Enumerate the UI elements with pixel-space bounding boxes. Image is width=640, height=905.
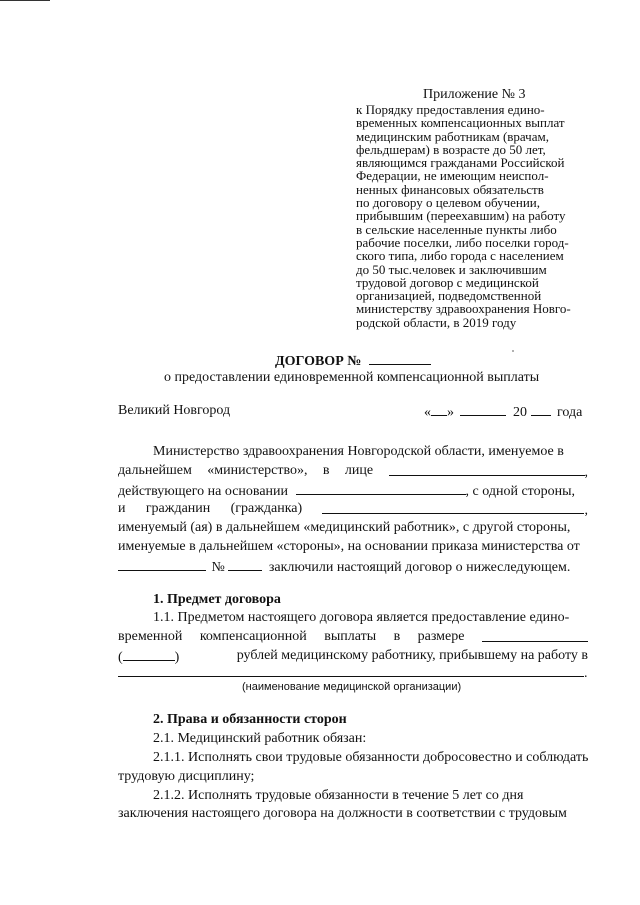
city: Великий Новгород [118,403,231,418]
section-2-heading: 2. Права и обязанности сторон [153,712,347,727]
parties-line-7: № заключили настоящий договор о нижеследующем. [118,558,570,576]
parties-line-3: действующего на основании , с одной стороны, [118,484,575,499]
appendix-line: организацией, подведомственной [356,288,542,304]
amount-field[interactable] [482,629,588,642]
year-field[interactable] [531,403,551,416]
scan-speck [512,350,514,352]
appendix-line: фельдшерам) в возрасте до 50 лет, [356,141,546,157]
section-2-para-2: 2.1.1. Исполнять свои трудовые обязанности добросовестно и соблюдать [153,750,589,765]
appendix-title: Приложение № 3 [423,87,526,102]
appendix-line: ского типа, либо города с населением [356,248,564,264]
day-field[interactable] [431,403,447,416]
representative-field[interactable] [389,463,585,476]
appendix-line: до 50 тыс.человек и заключившим [356,261,547,277]
appendix-line: родской области, в 2019 году [356,314,517,330]
organization-field[interactable] [118,664,584,677]
parties-line-2: дальнейшем «министерство», в лице , [118,463,588,480]
appendix-text [356,103,606,329]
section-2-para-5: заключения настоящего договора на должности в соответствии с трудовым [118,806,567,821]
appendix-line: прибывшим (переехавшим) на работу [356,208,566,224]
parties-line-6: именуемые в дальнейшем «стороны», на основании приказа министерства от [118,539,580,554]
parties-line-1: Министерство здравоохранения Новгородской области, именуемое в [153,444,564,459]
citizen-field[interactable] [322,501,584,514]
appendix-line: по договору о целевом обучении, [356,195,541,211]
contract-date: « » 20 года [424,405,583,420]
section-2-para-4: 2.1.2. Исполнять трудовые обязанности в течение 5 лет со дня [153,788,524,803]
appendix-line: министерству здравоохранения Новго- [356,301,571,317]
top-rule [0,0,50,1]
section-1-line-4: . [118,664,588,682]
appendix-line: являющимся гражданами Российской [356,155,565,171]
appendix-line: ненных финансовых обязательств [356,181,544,197]
month-field[interactable] [460,403,506,416]
amount-in-words-field[interactable] [123,648,175,661]
appendix-line: рабочие поселки, либо поселки город- [356,234,569,250]
section-1-heading: 1. Предмет договора [153,592,281,607]
contract-title: ДОГОВОР № [275,352,431,370]
section-1-line-2: временной компенсационной выплаты в размере [118,629,588,645]
appendix-line: трудовой договор с медицинской [356,274,539,290]
parties-line-4: и гражданин (гражданка) , [118,501,588,518]
section-1-line-1: 1.1. Предметом настоящего договора является предоставление едино- [153,610,570,625]
order-date-field[interactable] [118,558,206,571]
contract-number-field[interactable] [369,352,431,365]
section-2-para-1: 2.1. Медицинский работник обязан: [153,731,367,746]
contract-subtitle: о предоставлении единовременной компенсационной выплаты [164,370,540,385]
section-2-para-3: трудовую дисциплину; [118,769,255,784]
section-1-line-3: ( ) рублей медицинскому работнику, прибывшему на работу в [118,648,588,665]
organization-caption: (наименование медицинской организации) [242,681,462,693]
appendix-line: медицинским работникам (врачам, [356,128,549,144]
appendix-line: временных компенсационных выплат [356,115,565,131]
appendix-line: в сельские населенные пункты либо [356,221,557,237]
appendix-line: к Порядку предоставления едино- [356,102,545,117]
appendix-line: Федерации, не имеющим неиспол- [356,168,549,184]
parties-line-5: именуемый (ая) в дальнейшем «медицинский работник», с другой стороны, [118,520,571,535]
order-number-field[interactable] [228,558,262,571]
basis-field[interactable] [296,482,466,495]
